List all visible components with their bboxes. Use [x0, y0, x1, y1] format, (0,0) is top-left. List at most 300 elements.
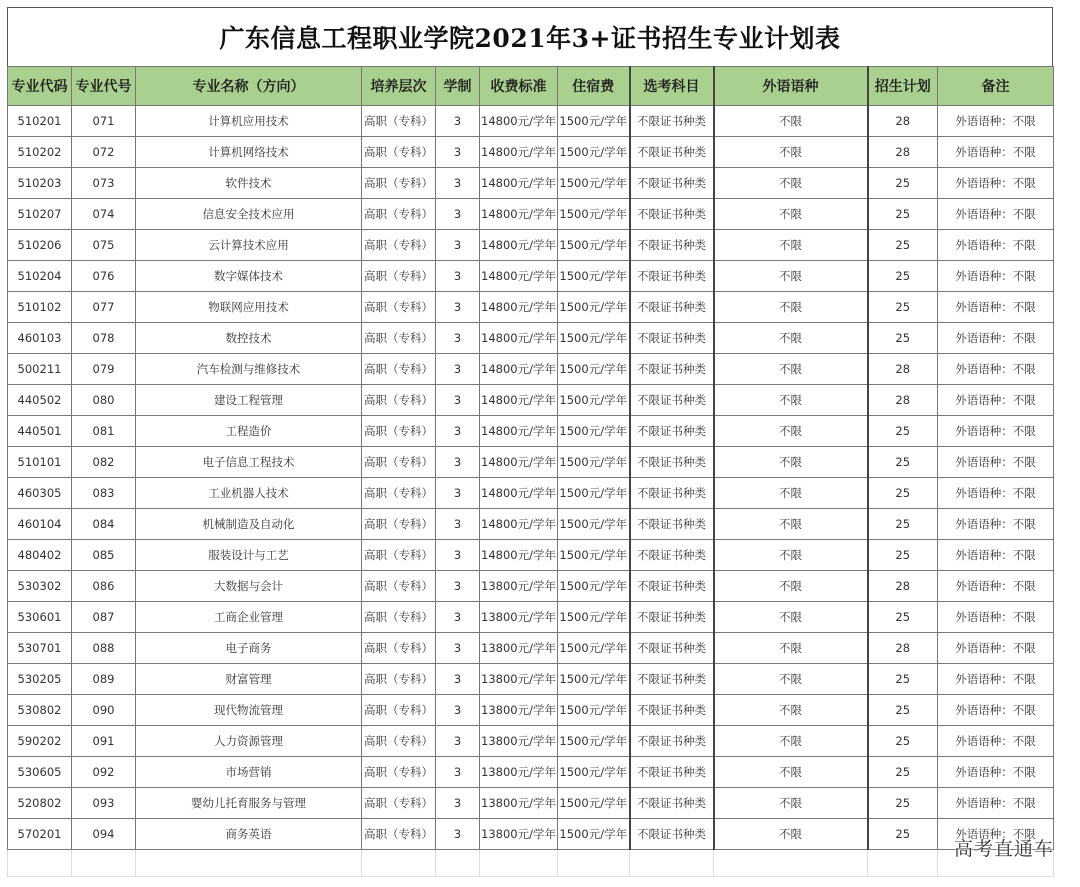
cell-major-name: 电子商务 [136, 633, 362, 664]
cell-plan: 28 [868, 571, 938, 602]
cell-major-number: 075 [72, 230, 136, 261]
empty-cell [136, 850, 362, 877]
cell-fee: 14800元/学年 [480, 323, 558, 354]
cell-major-number: 073 [72, 168, 136, 199]
cell-major-name: 汽车检测与维修技术 [136, 354, 362, 385]
cell-note: 外语语种：不限 [938, 664, 1054, 695]
cell-language: 不限 [714, 261, 868, 292]
cell-major-number: 078 [72, 323, 136, 354]
cell-major-number: 089 [72, 664, 136, 695]
table-row [8, 261, 1054, 292]
cell-note: 外语语种：不限 [938, 633, 1054, 664]
cell-language: 不限 [714, 602, 868, 633]
cell-subject: 不限证书种类 [630, 168, 714, 199]
cell-major-number: 093 [72, 788, 136, 819]
cell-note: 外语语种：不限 [938, 385, 1054, 416]
cell-plan: 25 [868, 819, 938, 850]
cell-fee: 13800元/学年 [480, 571, 558, 602]
cell-years: 3 [436, 416, 480, 447]
cell-language: 不限 [714, 106, 868, 137]
cell-note: 外语语种：不限 [938, 540, 1054, 571]
cell-plan: 25 [868, 509, 938, 540]
cell-major-name: 商务英语 [136, 819, 362, 850]
cell-subject: 不限证书种类 [630, 354, 714, 385]
cell-note: 外语语种：不限 [938, 757, 1054, 788]
cell-level: 高职（专科） [362, 354, 436, 385]
cell-subject: 不限证书种类 [630, 602, 714, 633]
cell-dorm-fee: 1500元/学年 [558, 726, 630, 757]
empty-cell [480, 850, 558, 877]
empty-row [8, 850, 1054, 877]
cell-major-number: 071 [72, 106, 136, 137]
cell-level: 高职（专科） [362, 664, 436, 695]
column-header-dorm-fee: 住宿费 [558, 67, 630, 106]
cell-major-name: 建设工程管理 [136, 385, 362, 416]
cell-note: 外语语种：不限 [938, 230, 1054, 261]
cell-major-number: 086 [72, 571, 136, 602]
cell-years: 3 [436, 292, 480, 323]
cell-years: 3 [436, 788, 480, 819]
cell-major-code: 440502 [8, 385, 72, 416]
empty-cell [558, 850, 630, 877]
cell-fee: 14800元/学年 [480, 137, 558, 168]
cell-fee: 14800元/学年 [480, 416, 558, 447]
cell-fee: 13800元/学年 [480, 633, 558, 664]
cell-language: 不限 [714, 788, 868, 819]
cell-dorm-fee: 1500元/学年 [558, 137, 630, 168]
cell-subject: 不限证书种类 [630, 757, 714, 788]
cell-subject: 不限证书种类 [630, 292, 714, 323]
cell-plan: 28 [868, 354, 938, 385]
cell-level: 高职（专科） [362, 695, 436, 726]
cell-fee: 14800元/学年 [480, 385, 558, 416]
cell-years: 3 [436, 695, 480, 726]
table-row [8, 199, 1054, 230]
table-row [8, 509, 1054, 540]
cell-level: 高职（专科） [362, 602, 436, 633]
cell-subject: 不限证书种类 [630, 819, 714, 850]
cell-major-code: 480402 [8, 540, 72, 571]
cell-level: 高职（专科） [362, 261, 436, 292]
cell-plan: 25 [868, 757, 938, 788]
cell-major-number: 082 [72, 447, 136, 478]
table-row [8, 788, 1054, 819]
cell-language: 不限 [714, 695, 868, 726]
empty-cell [8, 850, 72, 877]
cell-note: 外语语种：不限 [938, 788, 1054, 819]
cell-level: 高职（专科） [362, 385, 436, 416]
table-row [8, 447, 1054, 478]
cell-major-name: 婴幼儿托育服务与管理 [136, 788, 362, 819]
cell-note: 外语语种：不限 [938, 168, 1054, 199]
cell-dorm-fee: 1500元/学年 [558, 788, 630, 819]
cell-plan: 25 [868, 695, 938, 726]
cell-note: 外语语种：不限 [938, 323, 1054, 354]
cell-language: 不限 [714, 509, 868, 540]
cell-subject: 不限证书种类 [630, 137, 714, 168]
cell-years: 3 [436, 633, 480, 664]
column-header-major-name: 专业名称（方向） [136, 67, 362, 106]
table-row [8, 416, 1054, 447]
cell-major-name: 工业机器人技术 [136, 478, 362, 509]
enrollment-plan-sheet [7, 7, 1053, 877]
cell-major-number: 092 [72, 757, 136, 788]
cell-major-code: 510202 [8, 137, 72, 168]
cell-plan: 25 [868, 416, 938, 447]
cell-plan: 25 [868, 292, 938, 323]
cell-dorm-fee: 1500元/学年 [558, 385, 630, 416]
empty-cell [436, 850, 480, 877]
cell-subject: 不限证书种类 [630, 261, 714, 292]
cell-subject: 不限证书种类 [630, 664, 714, 695]
cell-fee: 13800元/学年 [480, 726, 558, 757]
table-row [8, 137, 1054, 168]
cell-dorm-fee: 1500元/学年 [558, 323, 630, 354]
cell-major-number: 077 [72, 292, 136, 323]
cell-major-name: 电子信息工程技术 [136, 447, 362, 478]
cell-language: 不限 [714, 354, 868, 385]
cell-language: 不限 [714, 323, 868, 354]
cell-dorm-fee: 1500元/学年 [558, 478, 630, 509]
cell-major-code: 510206 [8, 230, 72, 261]
cell-level: 高职（专科） [362, 416, 436, 447]
cell-major-number: 085 [72, 540, 136, 571]
cell-level: 高职（专科） [362, 230, 436, 261]
cell-major-number: 094 [72, 819, 136, 850]
cell-level: 高职（专科） [362, 819, 436, 850]
cell-level: 高职（专科） [362, 726, 436, 757]
cell-note: 外语语种：不限 [938, 695, 1054, 726]
cell-major-name: 数字媒体技术 [136, 261, 362, 292]
cell-fee: 14800元/学年 [480, 540, 558, 571]
cell-level: 高职（专科） [362, 478, 436, 509]
cell-plan: 25 [868, 664, 938, 695]
page-title: 广东信息工程职业学院2021年3+证书招生专业计划表 [219, 24, 841, 53]
cell-plan: 25 [868, 261, 938, 292]
table-row [8, 168, 1054, 199]
cell-fee: 14800元/学年 [480, 261, 558, 292]
cell-plan: 25 [868, 540, 938, 571]
cell-dorm-fee: 1500元/学年 [558, 447, 630, 478]
cell-note: 外语语种：不限 [938, 199, 1054, 230]
cell-dorm-fee: 1500元/学年 [558, 540, 630, 571]
table-row [8, 230, 1054, 261]
cell-level: 高职（专科） [362, 633, 436, 664]
cell-years: 3 [436, 509, 480, 540]
cell-language: 不限 [714, 819, 868, 850]
cell-major-code: 530802 [8, 695, 72, 726]
cell-plan: 28 [868, 137, 938, 168]
cell-subject: 不限证书种类 [630, 478, 714, 509]
cell-subject: 不限证书种类 [630, 633, 714, 664]
cell-dorm-fee: 1500元/学年 [558, 819, 630, 850]
cell-major-name: 信息安全技术应用 [136, 199, 362, 230]
cell-major-code: 460104 [8, 509, 72, 540]
title-bar [7, 7, 1053, 66]
cell-note: 外语语种：不限 [938, 261, 1054, 292]
cell-language: 不限 [714, 416, 868, 447]
cell-dorm-fee: 1500元/学年 [558, 354, 630, 385]
cell-years: 3 [436, 664, 480, 695]
cell-language: 不限 [714, 447, 868, 478]
cell-dorm-fee: 1500元/学年 [558, 230, 630, 261]
cell-major-name: 工商企业管理 [136, 602, 362, 633]
cell-note: 外语语种：不限 [938, 447, 1054, 478]
column-header-fee: 收费标准 [480, 67, 558, 106]
cell-major-name: 计算机应用技术 [136, 106, 362, 137]
cell-dorm-fee: 1500元/学年 [558, 509, 630, 540]
cell-years: 3 [436, 819, 480, 850]
cell-subject: 不限证书种类 [630, 726, 714, 757]
table-row [8, 385, 1054, 416]
cell-major-number: 084 [72, 509, 136, 540]
cell-major-name: 财富管理 [136, 664, 362, 695]
cell-years: 3 [436, 385, 480, 416]
cell-years: 3 [436, 447, 480, 478]
cell-major-name: 计算机网络技术 [136, 137, 362, 168]
cell-years: 3 [436, 168, 480, 199]
cell-plan: 28 [868, 633, 938, 664]
cell-dorm-fee: 1500元/学年 [558, 757, 630, 788]
table-row [8, 571, 1054, 602]
cell-fee: 13800元/学年 [480, 819, 558, 850]
table-row [8, 726, 1054, 757]
cell-dorm-fee: 1500元/学年 [558, 664, 630, 695]
cell-subject: 不限证书种类 [630, 199, 714, 230]
cell-years: 3 [436, 199, 480, 230]
column-header-note: 备注 [938, 67, 1054, 106]
cell-note: 外语语种：不限 [938, 509, 1054, 540]
cell-major-number: 083 [72, 478, 136, 509]
cell-subject: 不限证书种类 [630, 447, 714, 478]
cell-level: 高职（专科） [362, 168, 436, 199]
cell-major-code: 510204 [8, 261, 72, 292]
cell-major-code: 530302 [8, 571, 72, 602]
cell-major-code: 530605 [8, 757, 72, 788]
cell-years: 3 [436, 106, 480, 137]
cell-major-name: 现代物流管理 [136, 695, 362, 726]
cell-major-name: 物联网应用技术 [136, 292, 362, 323]
cell-note: 外语语种：不限 [938, 416, 1054, 447]
column-header-code: 专业代码 [8, 67, 72, 106]
cell-language: 不限 [714, 757, 868, 788]
cell-major-code: 530701 [8, 633, 72, 664]
cell-major-code: 500211 [8, 354, 72, 385]
cell-major-number: 074 [72, 199, 136, 230]
cell-major-number: 072 [72, 137, 136, 168]
cell-fee: 14800元/学年 [480, 447, 558, 478]
cell-major-code: 460305 [8, 478, 72, 509]
watermark: 高考直通车 [953, 838, 1054, 860]
cell-language: 不限 [714, 230, 868, 261]
table-row [8, 819, 1054, 850]
empty-cell [362, 850, 436, 877]
cell-fee: 14800元/学年 [480, 230, 558, 261]
cell-level: 高职（专科） [362, 509, 436, 540]
cell-language: 不限 [714, 478, 868, 509]
cell-language: 不限 [714, 726, 868, 757]
cell-level: 高职（专科） [362, 571, 436, 602]
cell-major-number: 081 [72, 416, 136, 447]
cell-note: 外语语种：不限 [938, 292, 1054, 323]
cell-major-name: 数控技术 [136, 323, 362, 354]
cell-years: 3 [436, 230, 480, 261]
empty-cell [630, 850, 714, 877]
cell-fee: 14800元/学年 [480, 354, 558, 385]
cell-fee: 14800元/学年 [480, 199, 558, 230]
cell-major-code: 570201 [8, 819, 72, 850]
cell-plan: 25 [868, 199, 938, 230]
cell-years: 3 [436, 757, 480, 788]
cell-fee: 13800元/学年 [480, 788, 558, 819]
header-row [8, 67, 1054, 106]
cell-subject: 不限证书种类 [630, 571, 714, 602]
cell-language: 不限 [714, 385, 868, 416]
cell-major-number: 091 [72, 726, 136, 757]
cell-dorm-fee: 1500元/学年 [558, 571, 630, 602]
cell-dorm-fee: 1500元/学年 [558, 106, 630, 137]
cell-major-code: 440501 [8, 416, 72, 447]
cell-major-code: 510203 [8, 168, 72, 199]
cell-fee: 14800元/学年 [480, 509, 558, 540]
cell-major-name: 大数据与会计 [136, 571, 362, 602]
cell-plan: 25 [868, 168, 938, 199]
column-header-number: 专业代号 [72, 67, 136, 106]
cell-note: 外语语种：不限 [938, 602, 1054, 633]
cell-major-name: 机械制造及自动化 [136, 509, 362, 540]
cell-fee: 13800元/学年 [480, 757, 558, 788]
table-row [8, 602, 1054, 633]
cell-dorm-fee: 1500元/学年 [558, 695, 630, 726]
cell-years: 3 [436, 540, 480, 571]
cell-level: 高职（专科） [362, 757, 436, 788]
cell-plan: 25 [868, 323, 938, 354]
cell-years: 3 [436, 602, 480, 633]
column-header-plan: 招生计划 [868, 67, 938, 106]
cell-fee: 14800元/学年 [480, 292, 558, 323]
cell-major-number: 088 [72, 633, 136, 664]
table-row [8, 354, 1054, 385]
cell-major-code: 460103 [8, 323, 72, 354]
cell-note: 外语语种：不限 [938, 571, 1054, 602]
cell-major-code: 510102 [8, 292, 72, 323]
cell-plan: 28 [868, 385, 938, 416]
column-header-subject: 选考科目 [630, 67, 714, 106]
cell-language: 不限 [714, 137, 868, 168]
cell-dorm-fee: 1500元/学年 [558, 199, 630, 230]
empty-cell [714, 850, 868, 877]
cell-note: 外语语种：不限 [938, 137, 1054, 168]
cell-years: 3 [436, 571, 480, 602]
column-header-language: 外语语种 [714, 67, 868, 106]
table-row [8, 478, 1054, 509]
cell-subject: 不限证书种类 [630, 509, 714, 540]
cell-major-code: 520802 [8, 788, 72, 819]
cell-note: 外语语种：不限 [938, 819, 1054, 850]
cell-years: 3 [436, 726, 480, 757]
cell-level: 高职（专科） [362, 137, 436, 168]
table-row [8, 664, 1054, 695]
cell-plan: 25 [868, 230, 938, 261]
enrollment-table [7, 66, 1054, 877]
cell-subject: 不限证书种类 [630, 106, 714, 137]
cell-subject: 不限证书种类 [630, 416, 714, 447]
cell-note: 外语语种：不限 [938, 106, 1054, 137]
column-header-years: 学制 [436, 67, 480, 106]
cell-note: 外语语种：不限 [938, 478, 1054, 509]
column-header-level: 培养层次 [362, 67, 436, 106]
cell-major-name: 软件技术 [136, 168, 362, 199]
cell-fee: 13800元/学年 [480, 664, 558, 695]
cell-major-code: 590202 [8, 726, 72, 757]
cell-plan: 25 [868, 726, 938, 757]
table-row [8, 323, 1054, 354]
cell-major-number: 079 [72, 354, 136, 385]
cell-dorm-fee: 1500元/学年 [558, 292, 630, 323]
cell-language: 不限 [714, 571, 868, 602]
empty-cell [868, 850, 938, 877]
cell-major-code: 510207 [8, 199, 72, 230]
cell-level: 高职（专科） [362, 292, 436, 323]
cell-dorm-fee: 1500元/学年 [558, 633, 630, 664]
table-row [8, 540, 1054, 571]
table-row [8, 757, 1054, 788]
cell-language: 不限 [714, 664, 868, 695]
table-body [8, 106, 1054, 877]
cell-major-code: 510201 [8, 106, 72, 137]
table-row [8, 292, 1054, 323]
cell-fee: 14800元/学年 [480, 106, 558, 137]
cell-level: 高职（专科） [362, 323, 436, 354]
cell-years: 3 [436, 323, 480, 354]
table-row [8, 695, 1054, 726]
cell-major-code: 530601 [8, 602, 72, 633]
cell-major-name: 工程造价 [136, 416, 362, 447]
cell-years: 3 [436, 478, 480, 509]
cell-major-number: 076 [72, 261, 136, 292]
cell-fee: 14800元/学年 [480, 168, 558, 199]
cell-plan: 28 [868, 106, 938, 137]
cell-language: 不限 [714, 633, 868, 664]
cell-plan: 25 [868, 478, 938, 509]
cell-level: 高职（专科） [362, 447, 436, 478]
empty-cell [72, 850, 136, 877]
cell-plan: 25 [868, 602, 938, 633]
cell-plan: 25 [868, 447, 938, 478]
cell-dorm-fee: 1500元/学年 [558, 602, 630, 633]
cell-level: 高职（专科） [362, 106, 436, 137]
cell-dorm-fee: 1500元/学年 [558, 416, 630, 447]
cell-language: 不限 [714, 199, 868, 230]
cell-major-number: 087 [72, 602, 136, 633]
cell-language: 不限 [714, 292, 868, 323]
cell-dorm-fee: 1500元/学年 [558, 261, 630, 292]
cell-subject: 不限证书种类 [630, 695, 714, 726]
cell-fee: 14800元/学年 [480, 478, 558, 509]
cell-dorm-fee: 1500元/学年 [558, 168, 630, 199]
cell-note: 外语语种：不限 [938, 726, 1054, 757]
cell-major-number: 090 [72, 695, 136, 726]
cell-subject: 不限证书种类 [630, 540, 714, 571]
cell-fee: 13800元/学年 [480, 695, 558, 726]
cell-major-name: 市场营销 [136, 757, 362, 788]
cell-subject: 不限证书种类 [630, 323, 714, 354]
cell-level: 高职（专科） [362, 199, 436, 230]
cell-language: 不限 [714, 168, 868, 199]
cell-subject: 不限证书种类 [630, 385, 714, 416]
cell-major-code: 510101 [8, 447, 72, 478]
cell-major-name: 人力资源管理 [136, 726, 362, 757]
